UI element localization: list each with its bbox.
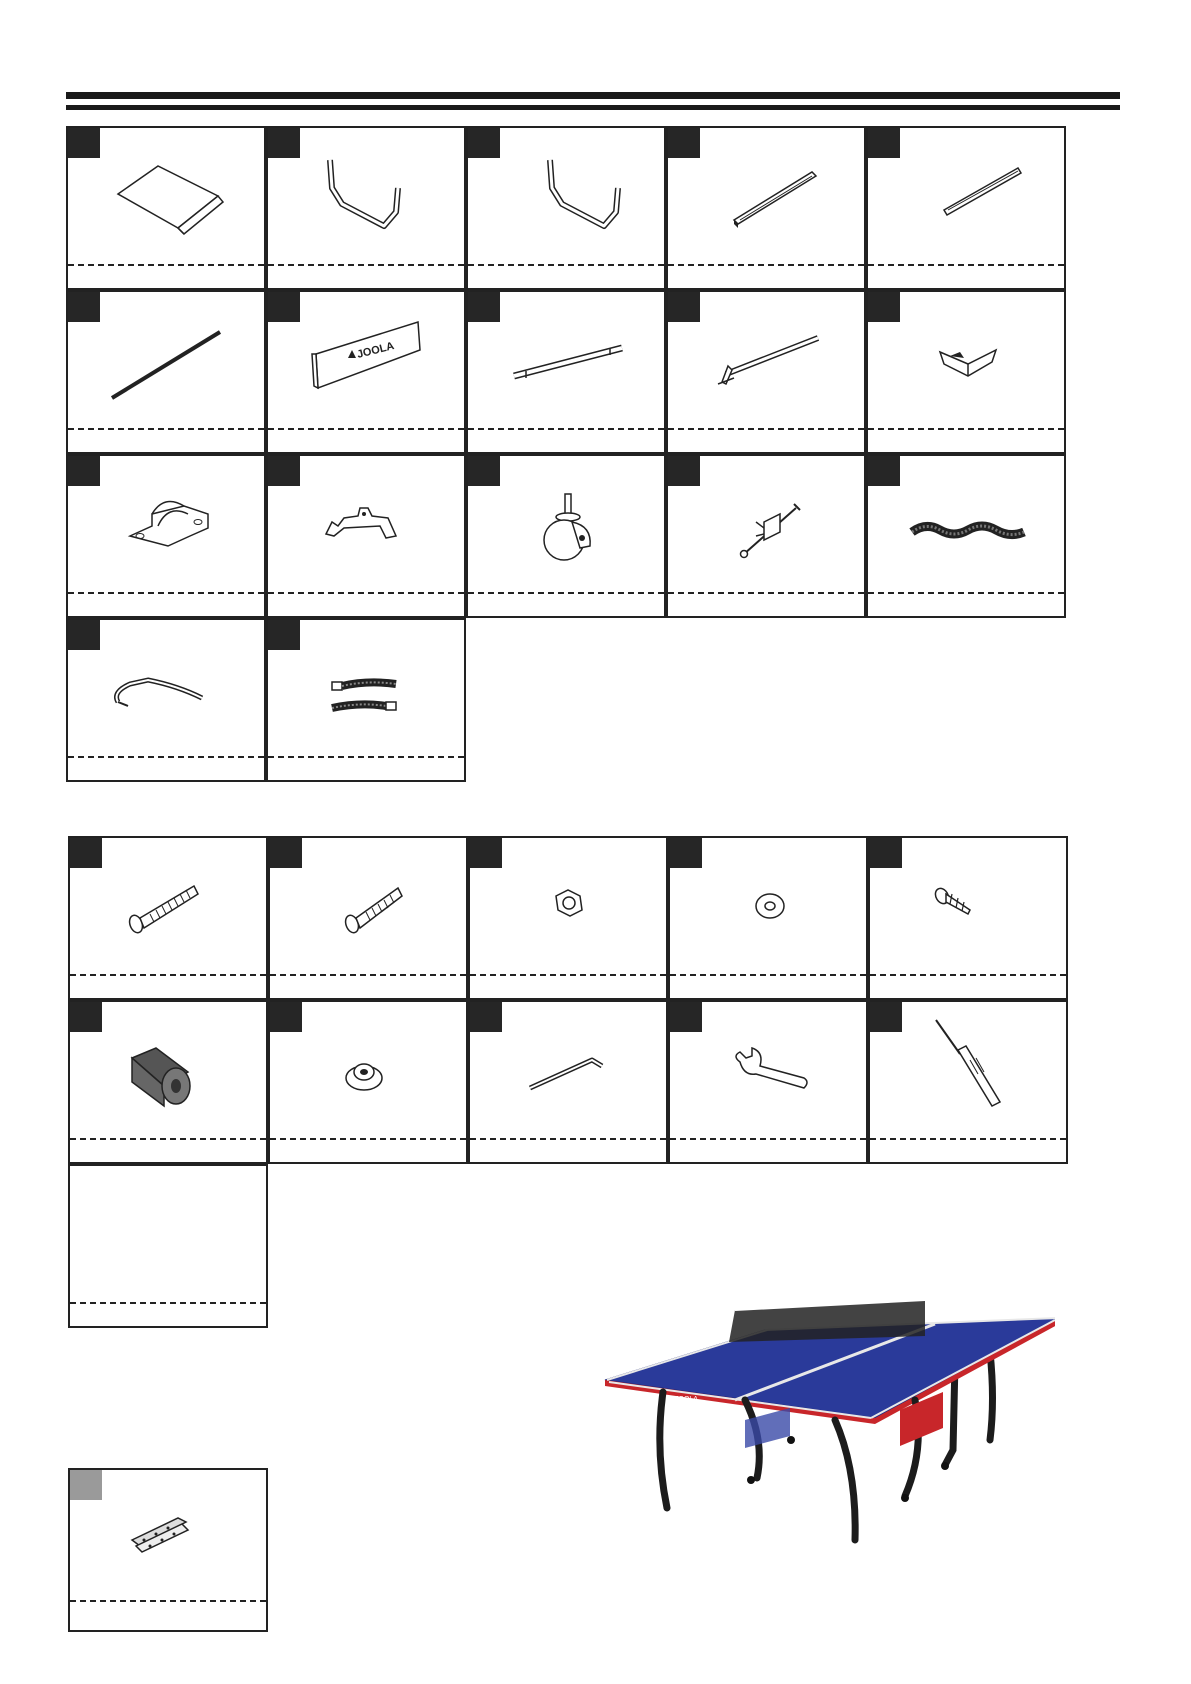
dashed-divider (470, 1138, 666, 1140)
tube-icon (468, 292, 668, 456)
dashed-divider (668, 428, 864, 430)
dashed-divider (68, 592, 264, 594)
dashed-divider (470, 974, 666, 976)
part-cell-strap (66, 618, 266, 782)
preassembled-cell-hinge (68, 1468, 268, 1632)
latch-tube-icon (668, 292, 868, 456)
part-cell-corner-bracket (866, 290, 1066, 454)
wrench-icon (670, 1002, 870, 1166)
dashed-divider (268, 264, 464, 266)
part-cell-net-post (666, 454, 866, 618)
part-cell-rod (66, 290, 266, 454)
dashed-divider (70, 1138, 266, 1140)
dashed-divider (668, 592, 864, 594)
hardware-cell-bolt-long (68, 836, 268, 1000)
hardware-cell-rubber-foot (68, 1000, 268, 1164)
dashed-divider (268, 592, 464, 594)
screwdriver-icon (870, 1002, 1070, 1166)
dashed-divider (868, 428, 1064, 430)
hardware-cell-nut (468, 836, 668, 1000)
hardware-cell-allen-key (468, 1000, 668, 1164)
hardware-cell-screwdriver (868, 1000, 1068, 1164)
dashed-divider (68, 756, 264, 758)
angle-bar-icon (668, 128, 868, 292)
header-rule-top (66, 92, 1120, 99)
dashed-divider (870, 1138, 1066, 1140)
dashed-divider (670, 1138, 866, 1140)
part-cell-angle-bar-short (866, 126, 1066, 290)
dashed-divider (868, 592, 1064, 594)
dashed-divider (870, 974, 1066, 976)
folded-panel-icon (68, 128, 268, 292)
dashed-divider (70, 1600, 266, 1602)
buckle-straps-icon (268, 620, 468, 784)
logo-panel-icon (268, 292, 468, 456)
dashed-divider (68, 264, 264, 266)
washer-icon (670, 838, 870, 1002)
header-rule-bottom (66, 105, 1120, 110)
corner-bracket-icon (868, 292, 1068, 456)
caster-icon (468, 456, 668, 620)
u-frame-icon (468, 128, 668, 292)
part-cell-net-straps (266, 618, 466, 782)
hardware-cell-washer (668, 836, 868, 1000)
bolt-icon (270, 838, 470, 1002)
dashed-divider (270, 974, 466, 976)
part-cell-latch-tube (666, 290, 866, 454)
dashed-divider (268, 428, 464, 430)
hinge-icon (70, 1470, 270, 1634)
dashed-divider (670, 974, 866, 976)
dashed-divider (70, 1302, 266, 1304)
dashed-divider (868, 264, 1064, 266)
u-frame-icon (268, 128, 468, 292)
part-cell-pipe-clamp (66, 454, 266, 618)
dashed-divider (68, 428, 264, 430)
part-cell-cross-tube (466, 290, 666, 454)
rod-icon (68, 292, 268, 456)
hardware-cell-bolt-short (268, 836, 468, 1000)
hardware-cell-wood-screw (868, 836, 1068, 1000)
dashed-divider (468, 264, 664, 266)
dashed-divider (70, 974, 266, 976)
dashed-divider (668, 264, 864, 266)
part-cell-leg-frame-b (466, 126, 666, 290)
dashed-divider (270, 1138, 466, 1140)
hook-plate-icon (268, 456, 468, 620)
hex-key-icon (470, 1002, 670, 1166)
nut-icon (470, 838, 670, 1002)
flange-icon (270, 1002, 470, 1166)
part-cell-angle-bar-long (666, 126, 866, 290)
screw-icon (870, 838, 1070, 1002)
net-post-icon (668, 456, 868, 620)
bolt-icon (70, 838, 270, 1002)
part-cell-caster-wheel (466, 454, 666, 618)
strap-icon (68, 620, 268, 784)
dashed-divider (468, 592, 664, 594)
angle-bar-icon (868, 128, 1068, 292)
net-icon (868, 456, 1068, 620)
clamp-icon (68, 456, 268, 620)
part-cell-hook-plate (266, 454, 466, 618)
hardware-cell-spanner (668, 1000, 868, 1164)
part-cell-apron-panel (266, 290, 466, 454)
cylinder-icon (70, 1002, 270, 1166)
part-cell-table-top-half (66, 126, 266, 290)
part-cell-net (866, 454, 1066, 618)
panel-logo-text: JOOLA (355, 340, 396, 361)
hardware-cell-empty-slot (68, 1164, 268, 1328)
hardware-cell-flange-nut (268, 1000, 468, 1164)
part-cell-leg-frame-a (266, 126, 466, 290)
dashed-divider (268, 756, 464, 758)
dashed-divider (468, 428, 664, 430)
photo-logo-text: JOOLA (675, 1396, 698, 1403)
table-tennis-table-photo (595, 1300, 1055, 1550)
